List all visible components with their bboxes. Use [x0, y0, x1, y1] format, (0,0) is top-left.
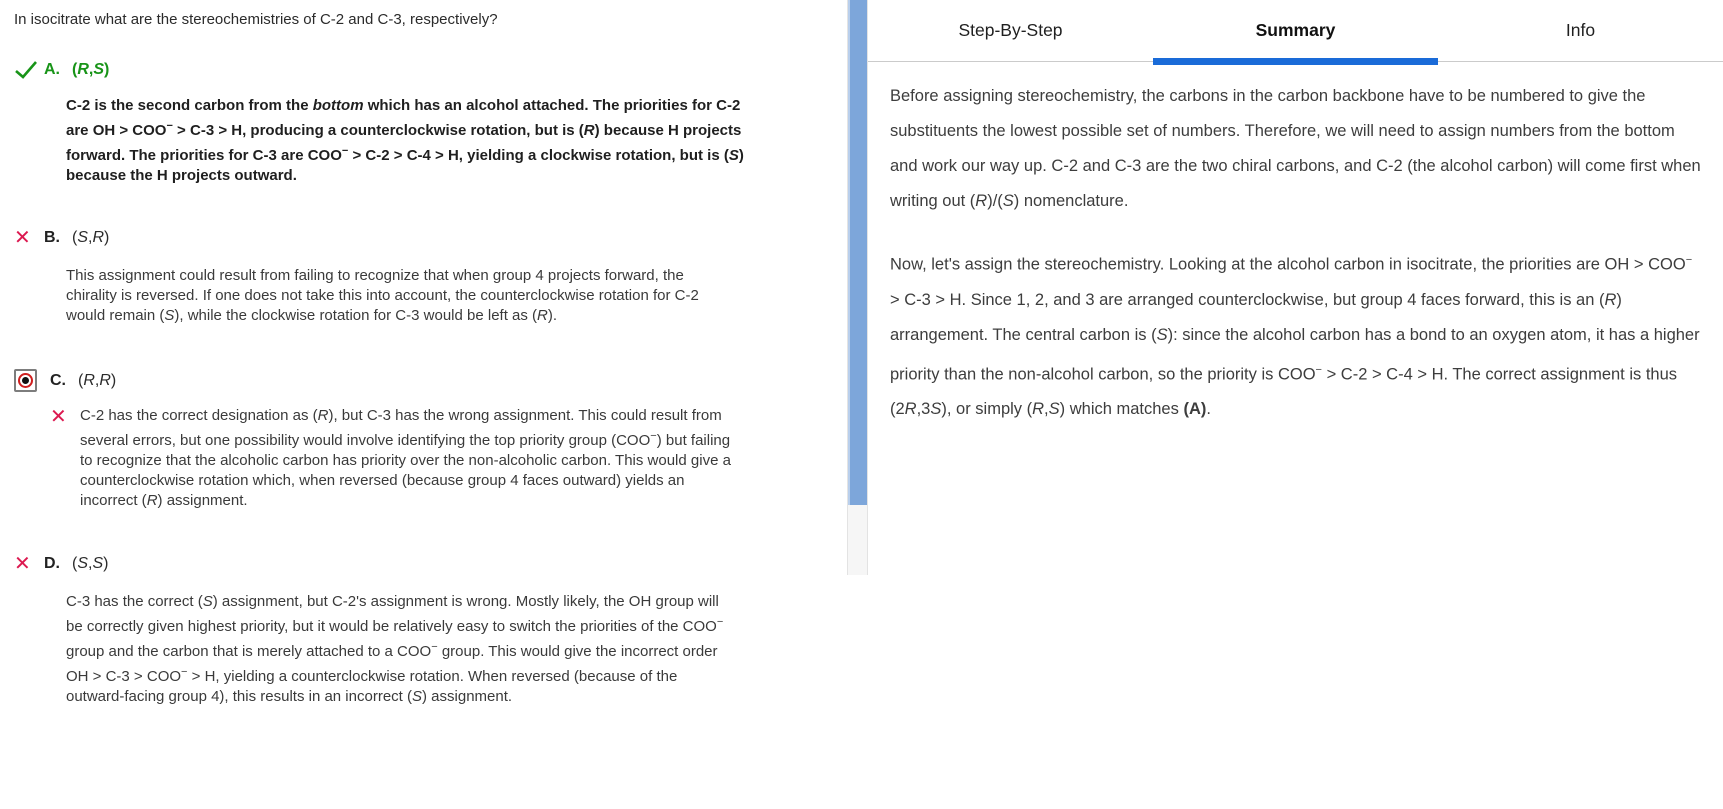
- option-a-value: (R,S): [72, 61, 110, 78]
- scrollbar-thumb[interactable]: [848, 0, 867, 505]
- option-a-explanation: C-2 is the second carbon from the bottom which has an alcohol attached. The priorities for C-2 are OH > COO− > C-3 > H, producing a counterclockwise rotation, but is (R) because H projects forward. The priorities for C-3 are COO− > C-2 > C-4 > H, yielding a clockwise rotation, but is (S) because the H projects outward.: [66, 97, 744, 184]
- x-icon: ✕: [14, 227, 31, 249]
- question-panel: [0, 0, 847, 809]
- radio-selected-icon: [14, 369, 50, 392]
- option-c-explanation-row: [50, 406, 847, 511]
- check-icon: [14, 60, 44, 80]
- option-c-letter: C.: [50, 371, 66, 389]
- radio-button-c[interactable]: [14, 369, 37, 392]
- tab-summary[interactable]: [1153, 0, 1438, 61]
- option-b-explanation: This assignment could result from failing to recognize that when group 4 projects forward, the chirality is reversed. If one does not take this into account, the counterclockwise rotation for C-2 would remain (S), while the clockwise rotation for C-3 would be left as (R).: [66, 267, 699, 324]
- x-icon: ✕: [50, 406, 67, 428]
- radio-dot: [22, 377, 29, 384]
- option-d-value: (S,S): [72, 555, 109, 572]
- tab-info[interactable]: [1438, 0, 1723, 61]
- option-a-letter: A.: [44, 61, 60, 78]
- tab-info-label: Info: [1565, 20, 1596, 40]
- option-c-explanation: C-2 has the correct designation as (R), but C-3 has the wrong assignment. This could result from several errors, but one possibility would involve identifying the top priority group (COO−) but failing to recognize that the alcoholic carbon has priority over the non-alcoholic carbon. This would give a counterclockwise rotation which, when reversed (because group 4 faces outward) yields an incorrect (R) assignment.: [80, 407, 731, 509]
- option-d-letter: D.: [44, 555, 60, 572]
- option-d[interactable]: [14, 554, 847, 574]
- tab-bar: [868, 0, 1723, 62]
- explanation-panel: [868, 0, 1723, 809]
- summary-content: [868, 62, 1723, 427]
- tab-step-by-step-label: Step-By-Step: [958, 20, 1063, 40]
- x-icon: ✕: [14, 553, 31, 575]
- summary-paragraph-2: Now, let's assign the stereochemistry. Looking at the alcohol carbon in isocitrate, the priorities are OH > COO− > C-3 > H. Since 1, 2, and 3 are arranged counterclockwise, but group 4 faces forward, this is an (R) arrangement. The central carbon is (S): since the alcohol carbon has a bond to an oxygen atom, it has a higher priority than the non-alcohol carbon, so the priority is COO− > C-2 > C-4 > H. The correct assignment is thus (2R,3S), or simply (R,S) which matches (A).: [890, 254, 1700, 418]
- option-a[interactable]: [14, 60, 847, 80]
- option-d-explanation: C-3 has the correct (S) assignment, but C-2's assignment is wrong. Mostly likely, the OH group will be correctly given highest priority, but it would be relatively easy to switch the priorities of the COO− group and the carbon that is merely attached to a COO− group. This would give the incorrect order OH > C-3 > COO− > H, yielding a counterclockwise rotation. When reversed (because of the outward-facing group 4), this results in an incorrect (S) assignment.: [66, 593, 724, 705]
- summary-paragraph-1: Before assigning stereochemistry, the carbons in the carbon backbone have to be numbered to give the substituents the lowest possible set of numbers. Therefore, we will need to assign numbers from the bottom and work our way up. C-2 and C-3 are the two chiral carbons, and C-2 (the alcohol carbon) will come first when writing out (R)/(S) nomenclature.: [890, 87, 1701, 210]
- tab-summary-label: Summary: [1255, 20, 1336, 40]
- option-b-value: (S,R): [72, 229, 110, 246]
- radio-ring: [18, 373, 33, 388]
- scrollbar-track[interactable]: [847, 0, 868, 575]
- active-tab-indicator: [1153, 58, 1438, 65]
- option-c[interactable]: [14, 369, 847, 392]
- tab-step-by-step[interactable]: [868, 0, 1153, 61]
- option-b-letter: B.: [44, 229, 60, 246]
- option-c-value: (R,R): [78, 371, 117, 389]
- option-b[interactable]: [14, 228, 847, 248]
- question-text: In isocitrate what are the stereochemistries of C-2 and C-3, respectively?: [14, 11, 498, 28]
